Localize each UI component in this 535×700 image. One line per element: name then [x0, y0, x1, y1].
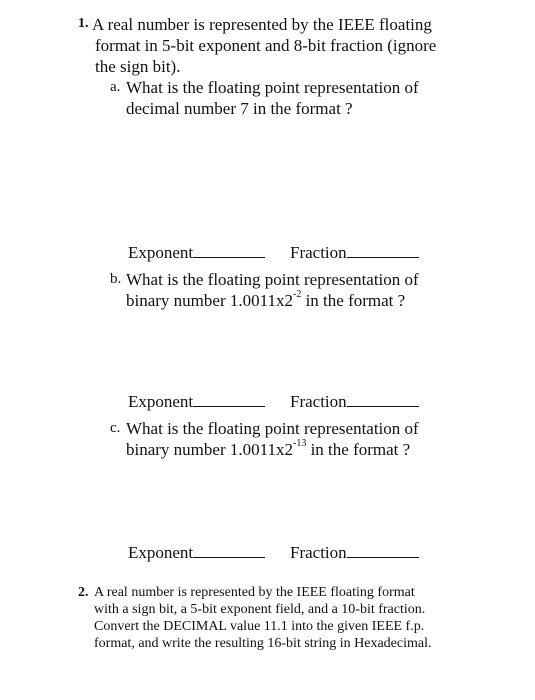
question-1-line-3: the sign bit). [95, 57, 181, 76]
fraction-blank[interactable] [347, 392, 419, 407]
question-2-line-4: format, and write the resulting 16-bit string in Hexadecimal. [94, 636, 432, 651]
fraction-label: Fraction [290, 392, 347, 411]
question-1a-line-2: decimal number 7 in the format ? [126, 99, 353, 118]
question-1b-line-2-pre: binary number 1.0011x2 [126, 291, 293, 310]
fraction-blank[interactable] [347, 243, 419, 258]
fraction-group [290, 391, 419, 412]
question-2-number: 2. [78, 585, 89, 600]
question-1c-line-2 [126, 439, 410, 460]
question-1b-line-1: What is the floating point representation of [126, 270, 419, 289]
exponent-label: Exponent [128, 543, 194, 562]
fraction-group [290, 542, 419, 563]
question-1b-line-2-post: in the format ? [301, 291, 406, 310]
question-1c-line-2-pre: binary number 1.0011x2 [126, 440, 293, 459]
exponent-blank[interactable] [193, 543, 265, 558]
question-1-number: 1. [78, 16, 89, 31]
fraction-label: Fraction [290, 243, 347, 262]
question-1-line-2: format in 5-bit exponent and 8-bit fraction (ignore [95, 36, 437, 55]
fraction-blank[interactable] [347, 543, 419, 558]
question-1c-line-2-post: in the format ? [306, 440, 411, 459]
question-1b-line-2 [126, 290, 405, 311]
exponent-label: Exponent [128, 392, 194, 411]
question-1c-line-1: What is the floating point representation of [126, 419, 419, 438]
question-1c-letter: c. [110, 420, 121, 436]
question-1b-exponent: -2 [292, 289, 302, 301]
question-1-line-1: A real number is represented by the IEEE floating [92, 15, 432, 34]
fraction-group [290, 242, 419, 263]
exponent-label: Exponent [128, 243, 194, 262]
question-1a-letter: a. [110, 79, 121, 95]
answer-row-1a [128, 242, 347, 263]
question-2-line-1: A real number is represented by the IEEE floating format [94, 585, 415, 600]
answer-row-1b [128, 391, 347, 412]
question-2-line-2: with a sign bit, a 5-bit exponent field, and a 10-bit fraction. [94, 602, 426, 617]
question-1b-letter: b. [110, 271, 122, 287]
question-1c-exponent: -13 [292, 438, 307, 450]
fraction-label: Fraction [290, 543, 347, 562]
question-2-line-3: Convert the DECIMAL value 11.1 into the given IEEE f.p. [94, 619, 425, 634]
exponent-blank[interactable] [193, 243, 265, 258]
answer-row-1c [128, 542, 347, 563]
exponent-blank[interactable] [193, 392, 265, 407]
question-1a-line-1: What is the floating point representation of [126, 78, 419, 97]
